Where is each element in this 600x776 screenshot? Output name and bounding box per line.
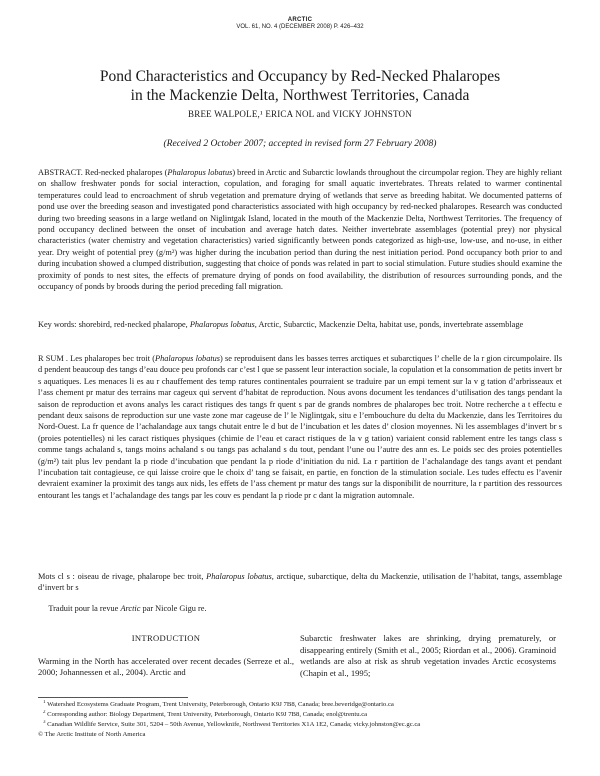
resume-species: Phalaropus lobatus <box>155 354 221 363</box>
abstract <box>38 167 562 292</box>
translation-journal: Arctic <box>120 604 141 613</box>
mots-cles <box>38 571 562 594</box>
keywords-text-a: shorebird, red-necked phalarope, <box>78 320 188 329</box>
footnote-3-mark: 3 <box>43 720 46 725</box>
mots-cles-label: Mots cl s : <box>38 572 75 581</box>
journal-issue-info: VOL. 61, NO. 4 (DECEMBER 2008) P. 426–432 <box>236 24 364 30</box>
resume <box>38 353 562 501</box>
mots-cles-text-b: , arctique, subarctique, delta du Mackenzie, utilisation de l’habitat, tangs, assemblage d’invert br s <box>38 572 563 593</box>
article-title-line-2: in the Mackenzie Delta, Northwest Territories, Canada <box>130 87 470 104</box>
footnote-1-mark: 1 <box>43 700 46 705</box>
mots-cles-text-a: oiseau de rivage, phalarope bec troit, <box>77 572 204 581</box>
copyright-notice: © The Arctic Institute of North America <box>38 731 146 738</box>
journal-header <box>38 17 562 30</box>
keywords-text-b: , Arctic, Subarctic, Mackenzie Delta, habitat use, ponds, invertebrate assemblage <box>254 320 524 329</box>
journal-name: ARCTIC <box>287 17 313 23</box>
resume-text-b: ) se reproduisent dans les basses terres arctiques et subarctiques l’ chelle de la r gion circumpolaire. Ils d pendent beaucoup des tangs d’eau douce peu profonds car c’est l que se passent leur interaction sociale, la copulation et la consommation de petits invert br s aquatiques. Les menaces li es au r chauffement des temp ratures continentales pourraient se traduire par un empi tement sur la v g tation d’arbrisseaux et l’ass chement pr matur des terrains mar cageux qui servent d’habitat de reproduction. Nous avons document les tendances d’utilisation des tangs pendant la saison de reproduction et avons analys les caract ristiques des tangs fr quent s par de grands nombres de phalaropes bec troit. Notre recherche a t effectu e pendant deux saisons de reproduction sur une vaste zone mar cageuse de l’ le Niglintgak, situ e l’embouchure du delta du Mackenzie, dans les Territoires du Nord-Ouest. La fr quence de l’achalandage aux tangs chutait entre le d but de l’incubation et les dates d’ closion moyennes. Ni les assemblages d’invert br s (proies potentielles) ni les caract ristiques physiques (chimie de l’eau et caract ristiques de la v g tation) variaient consid rablement entre les tangs class s comme tangs achaland s, tangs moins achaland s ou tangs pas achaland s du tout, pendant l’une ou l’autre des ann es. Le poids sec des proies potentielles (g/m²) tait plus lev pendant la p riode d’incubation que pendant la p riode d’initiation du nid. La r partition de l’achalandage des tangs avant et pendant l’incubation tait contagieuse, ce qui laisse croire que le choix d’ tang se faisait, en partie, en fonction de la stimulation sociale. Les tudes effectu es l’avenir devraient examiner la proximit des tangs aux nids, les effets de l’ass chement pr matur des tangs sur la disponibilit de nourriture, la r partition des ressources entourant les tangs et l’achalandage des tangs par les couv es pendant la p riode pr c dant la migration automnale. <box>38 354 562 500</box>
body-right-column <box>300 633 556 680</box>
abstract-text-b: ) breed in Arctic and Subarctic lowlands throughout the circumpolar region. They are highly reliant on shallow freshwater ponds for social interaction, copulation, and foraging for small aquatic invertebrates. Threats related to warmer continental temperatures could lead to encroachment of shrub vegetation and premature drying of wetlands that serve as breeding habitat. We documented patterns of pond use over the breeding season and investigated pond characteristics associated with high occupancy by red-necked phalaropes. Research was conducted during two breeding seasons in a large wetland on Niglintgak Island, located in the mouth of the Mackenzie Delta, Northwest Territories. The frequency of pond occupancy declined between the onset of incubation and average hatch dates. Neither invertebrate assemblages (potential prey) nor physical characteristics (water chemistry and vegetation characteristics) varied significantly between ponds categorized as high-use, low-use, and no-use, in either year. Dry weight of potential prey (g/m²) was higher during the incubation period than during the nest initiation period. Pond occupancy both prior to and during incubation showed a clumped distribution, suggesting that choice of ponds was related in part to social stimulation. Future studies should examine the proximity of ponds to nest sites, the effects of premature drying of ponds on food availability, the distribution of resources surrounding ponds, and the occupancy of ponds by broods during the period preceding fall migration. <box>38 168 563 292</box>
footnote-3 <box>38 720 562 730</box>
abstract-label: ABSTRACT. <box>38 168 83 177</box>
resume-text-a: Les phalaropes bec troit ( <box>70 354 155 363</box>
received-dates: (Received 2 October 2007; accepted in revised form 27 February 2008) <box>163 139 437 149</box>
abstract-species: Phalaropus lobatus <box>167 168 233 177</box>
resume-label: R SUM . <box>38 354 68 363</box>
body-right-text: Subarctic freshwater lakes are shrinking, drying prematurely, or disappearing entirely (Smith et al., 2005; Riordan et al., 2006). Graminoid wetlands are also at risk as shrub vegetation invades Arctic ecosystems (Chapin et al., 1995; <box>300 633 556 679</box>
footnote-2 <box>38 710 562 720</box>
footnotes <box>38 700 562 740</box>
keywords-species: Phalaropus lobatus <box>189 320 255 329</box>
keywords <box>38 319 562 330</box>
article-title <box>38 67 562 105</box>
footnote-2-mark: 2 <box>43 710 46 715</box>
footnote-divider <box>38 697 188 698</box>
footnote-2-text: Corresponding author: Biology Department, Trent University, Peterborough, Ontario K9J 7B8, Canada; enol@trentu.ca <box>47 711 368 718</box>
article-authors: BREE WALPOLE,¹ ERICA NOL and VICKY JOHNSTON <box>188 109 412 119</box>
translation-text-a: Traduit pour la revue <box>48 604 119 613</box>
footnote-1 <box>38 700 562 710</box>
keywords-label: Key words: <box>38 320 77 329</box>
body-columns <box>38 633 562 688</box>
footnote-1-text: Watershed Ecosystems Graduate Program, Trent University, Peterborough, Ontario K9J 7B8, Canada; bree.beveridge@ontario.ca <box>47 701 394 708</box>
article-title-line-1: Pond Characteristics and Occupancy by Red-Necked Phalaropes <box>99 68 501 85</box>
abstract-text-a: Red-necked phalaropes ( <box>84 168 168 177</box>
footnote-3-text: Canadian Wildlife Service, Suite 301, 5204 – 50th Avenue, Yellowknife, Northwest Territories X1A 1E2, Canada; vicky.johnston@ec.gc.ca <box>47 721 421 728</box>
translation-credit <box>38 603 562 614</box>
mots-cles-species: Phalaropus lobatus <box>206 572 272 581</box>
body-left-text: Warming in the North has accelerated over recent decades (Serreze et al., 2000; Johannessen et al., 2004). Arctic and <box>38 655 294 678</box>
body-left-column <box>38 633 294 679</box>
section-heading-introduction: INTRODUCTION <box>131 633 201 643</box>
translation-text-b: par Nicole Gigu re. <box>142 604 207 613</box>
